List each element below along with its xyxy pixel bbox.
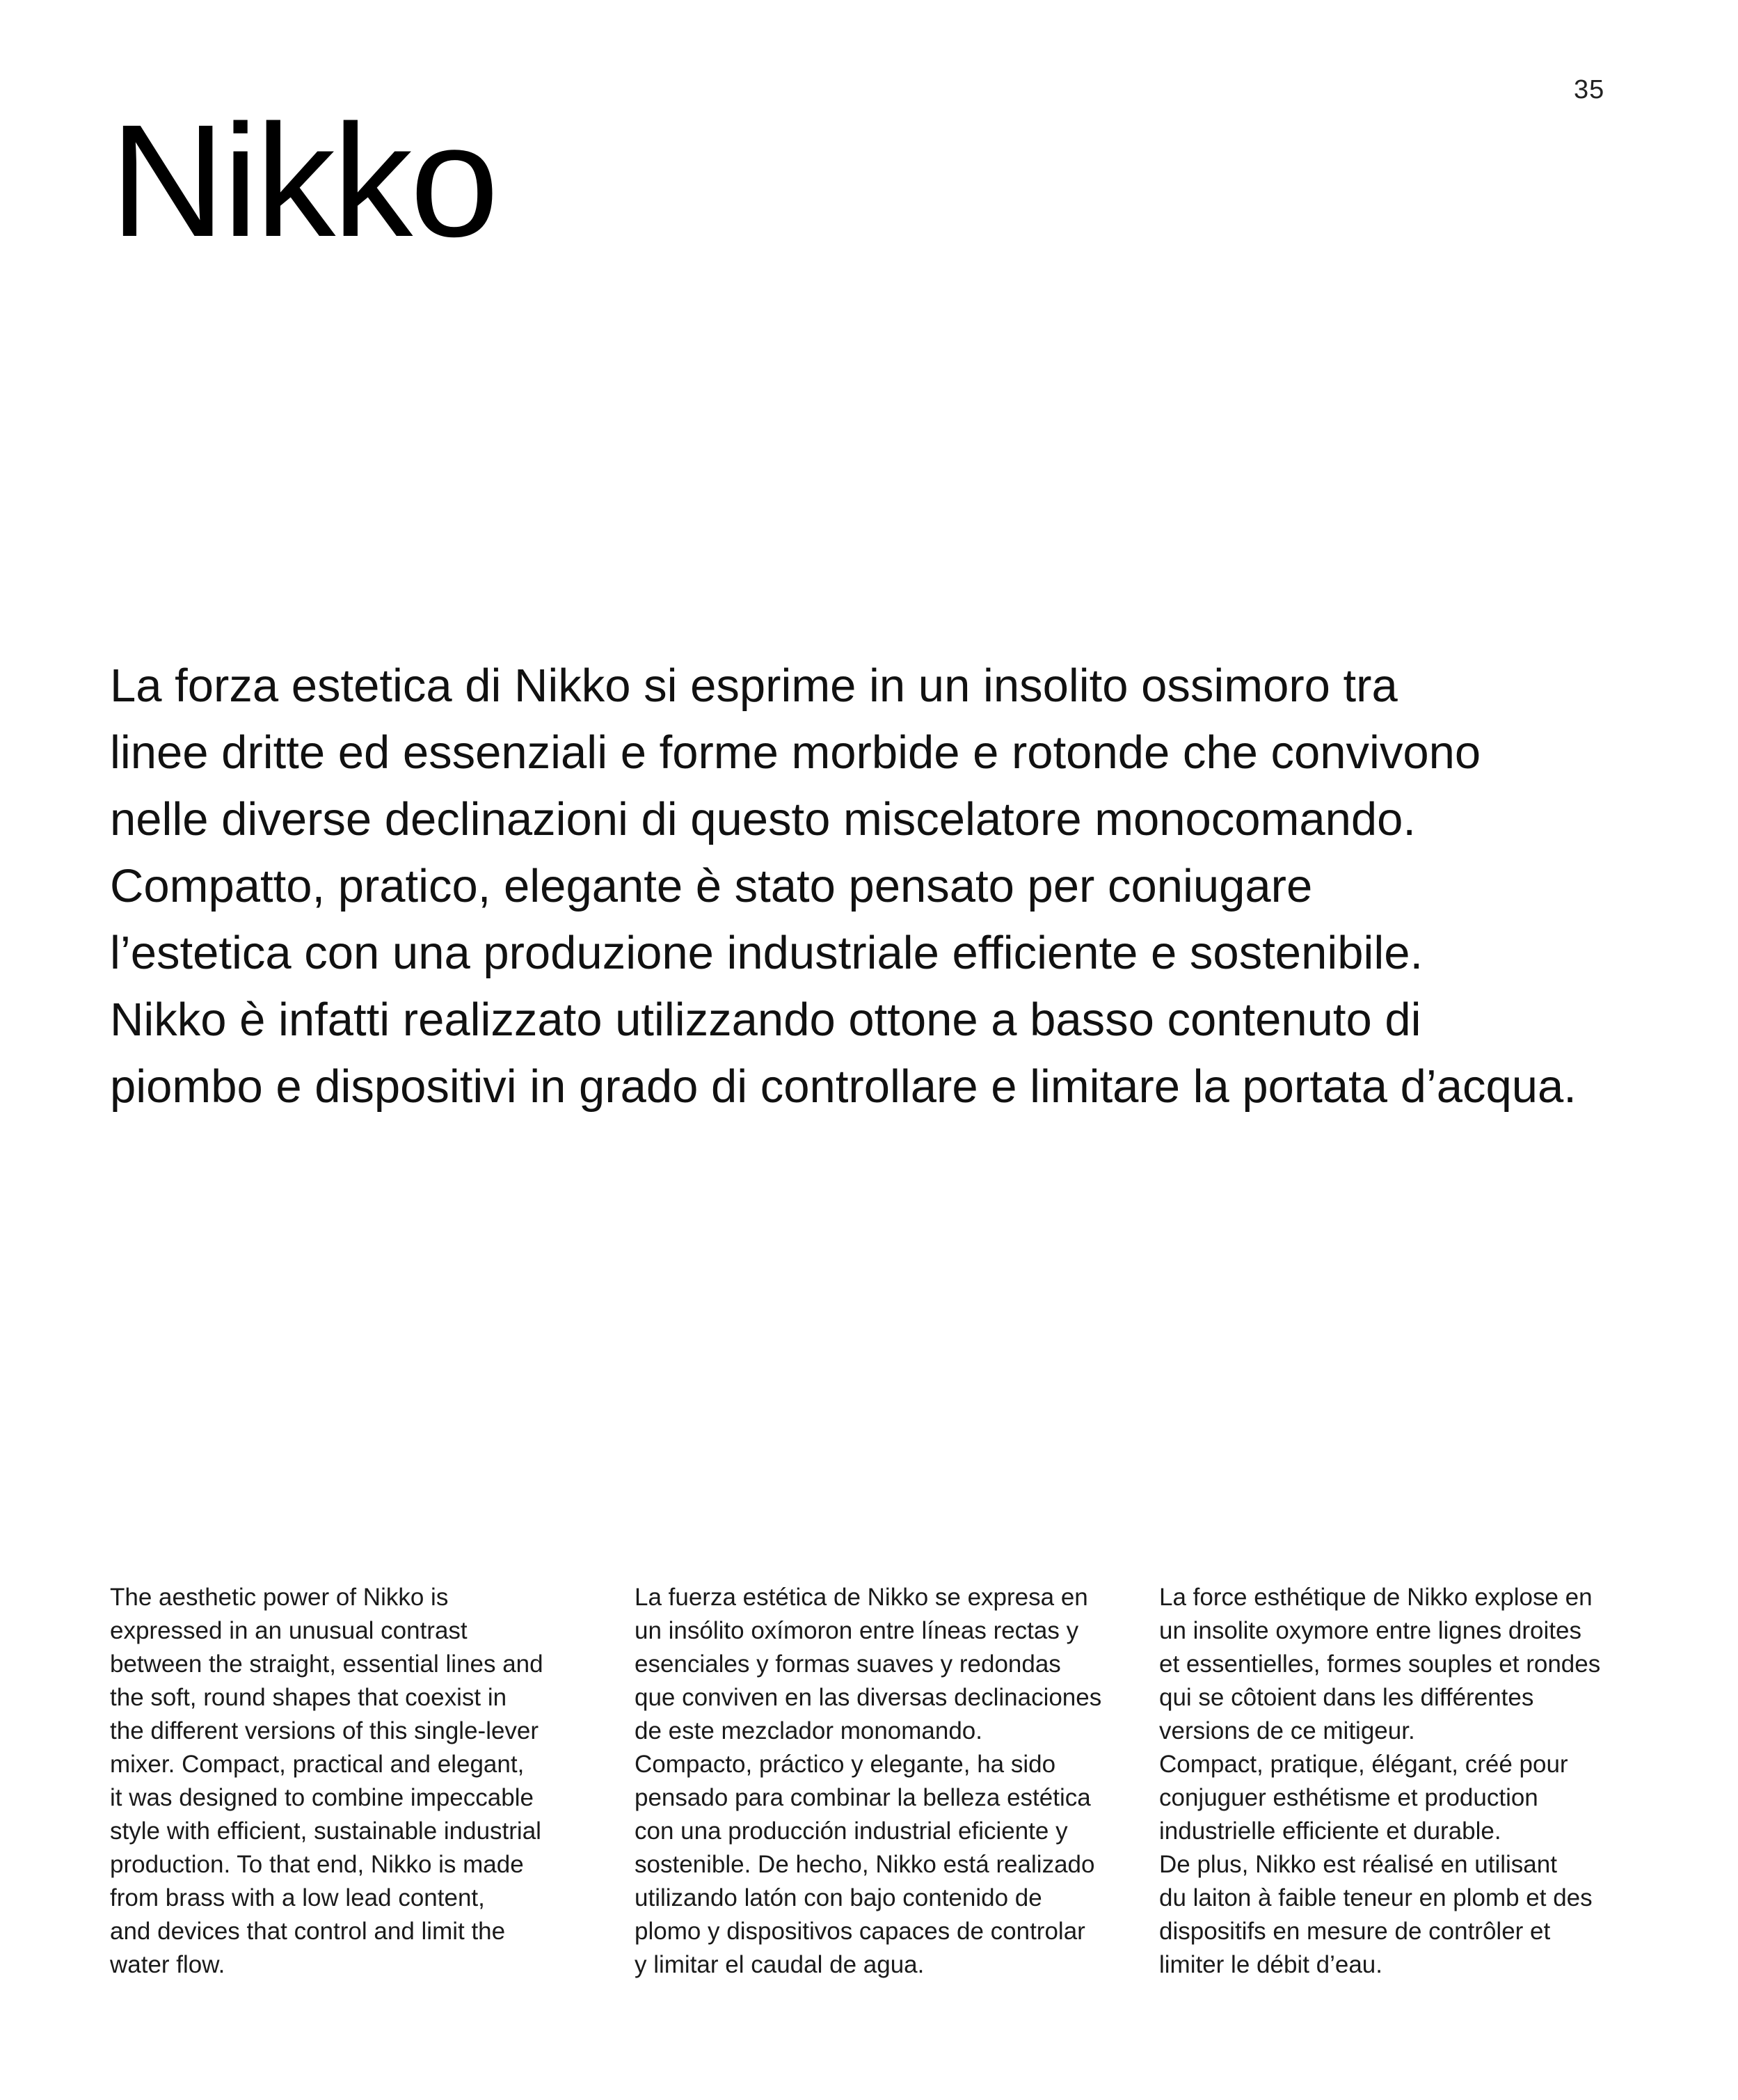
column-spanish	[635, 1581, 1122, 1982]
column-line: De plus, Nikko est réalisé en utilisant	[1159, 1851, 1557, 1878]
column-line: mixer. Compact, practical and elegant,	[110, 1751, 525, 1778]
column-line: du laiton à faible teneur en plomb et des	[1159, 1884, 1593, 1911]
column-line: y limitar el caudal de agua.	[635, 1951, 925, 1978]
column-line: un insólito oxímoron entre líneas rectas y	[635, 1617, 1079, 1644]
translation-columns	[110, 1581, 1641, 1978]
column-line: it was designed to combine impeccable	[110, 1784, 534, 1811]
lead-paragraph-italian	[110, 653, 1661, 1120]
column-english	[110, 1581, 597, 1982]
column-line: de este mezclador monomando.	[635, 1717, 982, 1744]
column-line: water flow.	[110, 1951, 225, 1978]
column-line: esenciales y formas suaves y redondas	[635, 1650, 1061, 1678]
column-french	[1159, 1581, 1646, 1982]
column-line: Compacto, práctico y elegante, ha sido	[635, 1751, 1056, 1778]
column-line: style with efficient, sustainable industrial	[110, 1817, 541, 1845]
column-line: production. To that end, Nikko is made	[110, 1851, 524, 1878]
column-line: un insolite oxymore entre lignes droites	[1159, 1617, 1581, 1644]
column-line: et essentielles, formes souples et rondes	[1159, 1650, 1601, 1678]
column-line: expressed in an unusual contrast	[110, 1617, 468, 1644]
page-title: Nikko	[110, 91, 497, 270]
column-line: La force esthétique de Nikko explose en	[1159, 1584, 1593, 1611]
column-line: que conviven en las diversas declinaciones	[635, 1684, 1102, 1711]
lead-line: nelle diverse declinazioni di questo miscelatore monocomando.	[110, 793, 1417, 845]
column-line: La fuerza estética de Nikko se expresa en	[635, 1584, 1088, 1611]
lead-line: La forza estetica di Nikko si esprime in un insolito ossimoro tra	[110, 660, 1398, 712]
column-line: the different versions of this single-lever	[110, 1717, 539, 1744]
column-line: from brass with a low lead content,	[110, 1884, 485, 1911]
column-line: between the straight, essential lines and	[110, 1650, 543, 1678]
column-line: the soft, round shapes that coexist in	[110, 1684, 507, 1711]
lead-line: l’estetica con una produzione industriale efficiente e sostenibile.	[110, 927, 1424, 979]
column-line: industrielle efficiente et durable.	[1159, 1817, 1501, 1845]
lead-line: piombo e dispositivi in grado di controllare e limitare la portata d’acqua.	[110, 1060, 1577, 1113]
column-line: versions de ce mitigeur.	[1159, 1717, 1415, 1744]
lead-line: Compatto, pratico, elegante è stato pensato per coniugare	[110, 860, 1313, 912]
column-line: plomo y dispositivos capaces de controlar	[635, 1918, 1085, 1945]
column-line: dispositifs en mesure de contrôler et	[1159, 1918, 1551, 1945]
column-line: qui se côtoient dans les différentes	[1159, 1684, 1534, 1711]
column-line: conjuguer esthétisme et production	[1159, 1784, 1538, 1811]
column-line: con una producción industrial eficiente y	[635, 1817, 1068, 1845]
column-line: utilizando latón con bajo contenido de	[635, 1884, 1042, 1911]
lead-line: Nikko è infatti realizzato utilizzando ottone a basso contenuto di	[110, 994, 1421, 1046]
column-line: limiter le débit d’eau.	[1159, 1951, 1382, 1978]
lead-line: linee dritte ed essenziali e forme morbide e rotonde che convivono	[110, 726, 1481, 779]
column-line: and devices that control and limit the	[110, 1918, 506, 1945]
column-line: The aesthetic power of Nikko is	[110, 1584, 449, 1611]
page-number: 35	[1574, 75, 1605, 104]
column-line: sostenible. De hecho, Nikko está realizado	[635, 1851, 1095, 1878]
column-line: pensado para combinar la belleza estética	[635, 1784, 1091, 1811]
column-line: Compact, pratique, élégant, créé pour	[1159, 1751, 1568, 1778]
